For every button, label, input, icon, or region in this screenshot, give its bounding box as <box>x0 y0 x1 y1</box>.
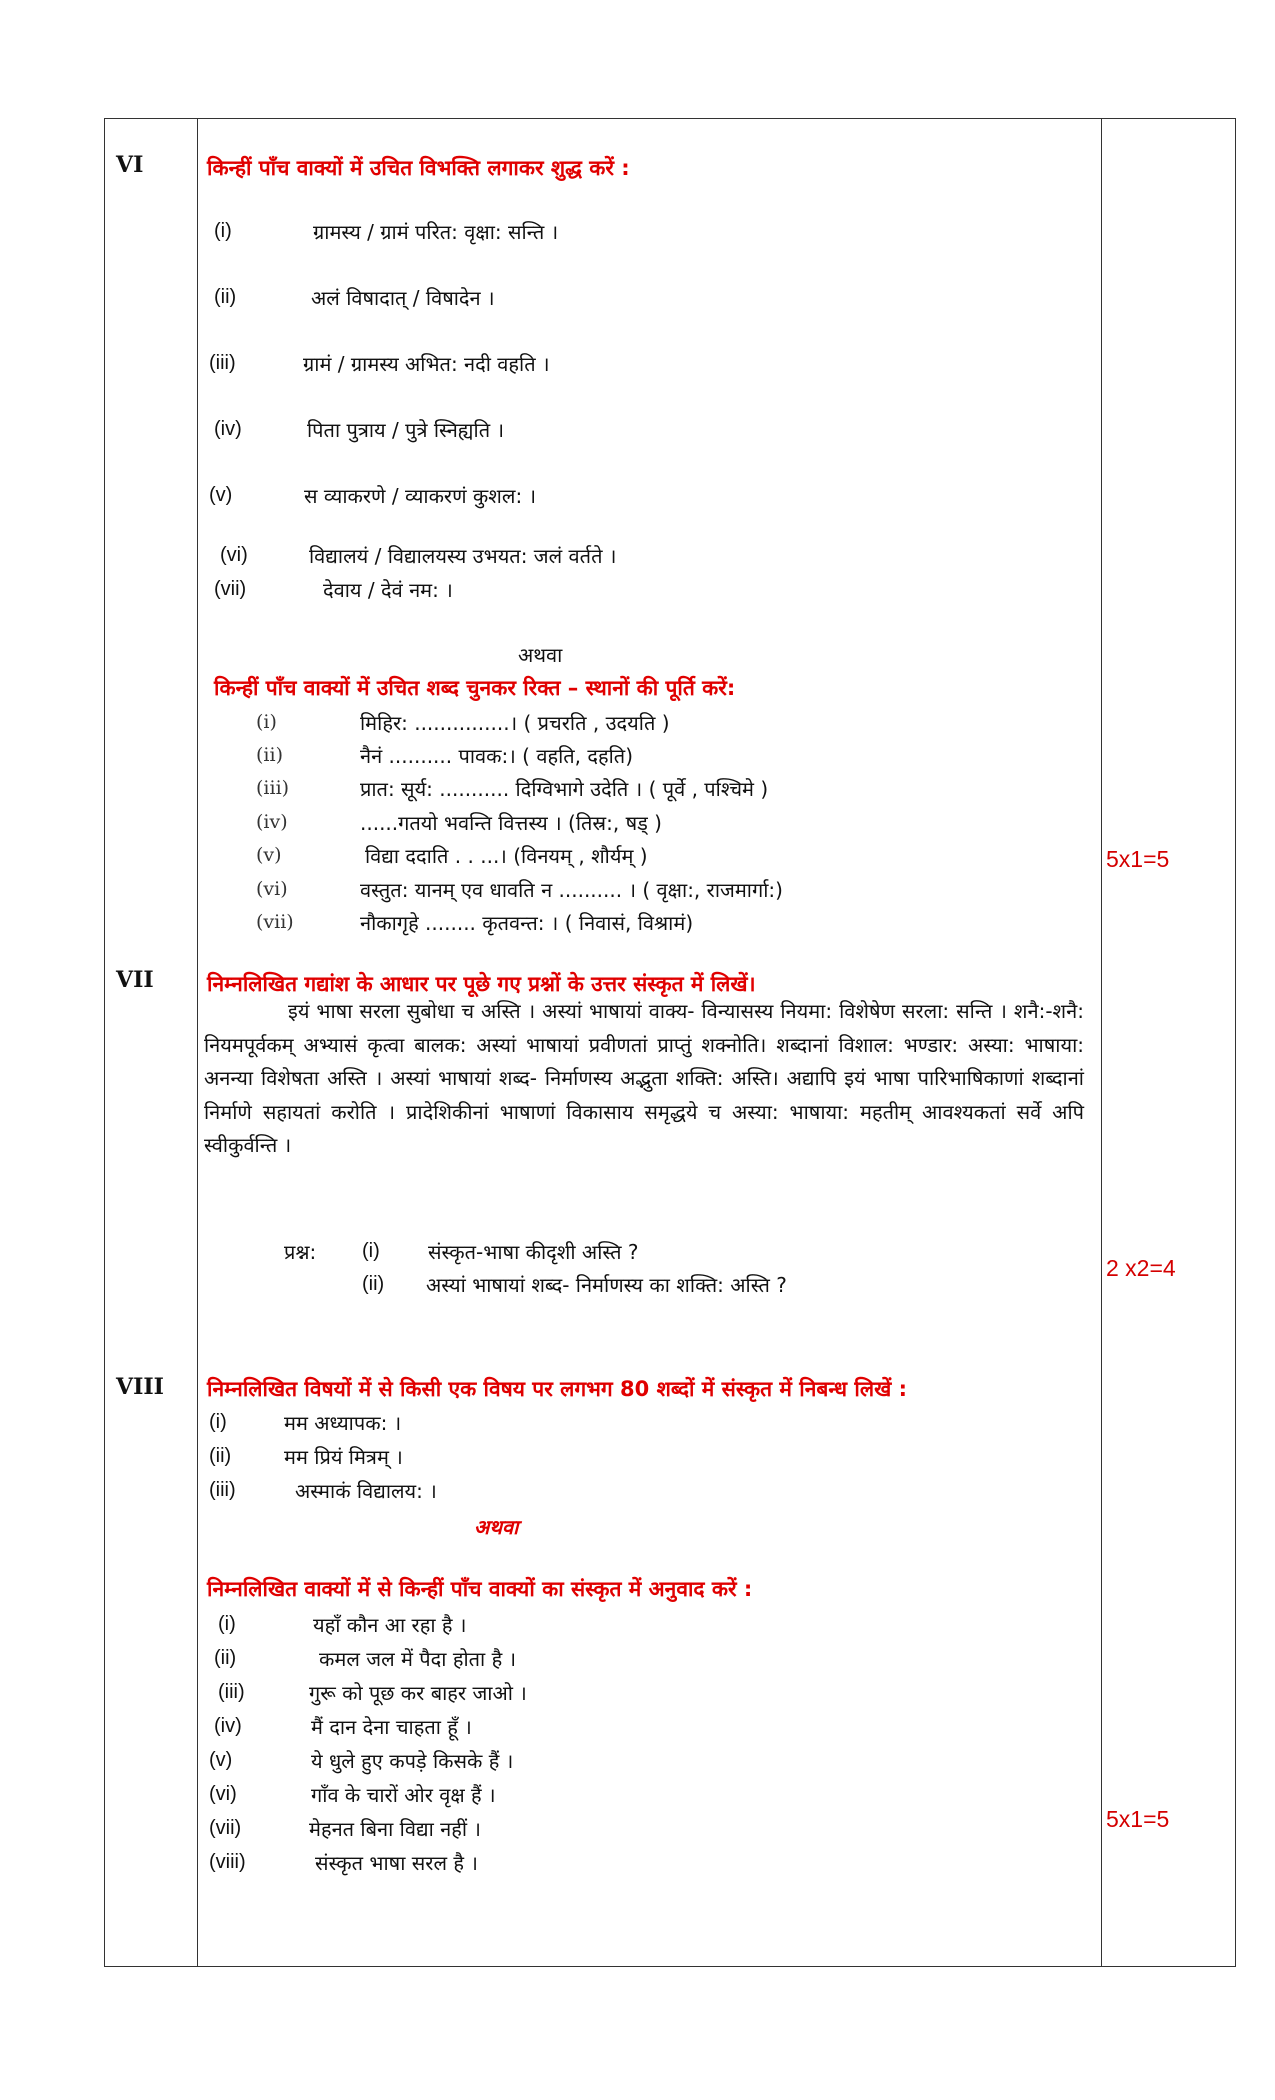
q6-alt-item-text: नौकागृहे ........ कृतवन्त: । ( निवासं, विश्रामं) <box>360 911 694 935</box>
q7-question-text: अस्यां भाषायां शब्द- निर्माणस्य का शक्ति: अस्ति ? <box>426 1273 787 1297</box>
q8-sentence-text: मेहनत बिना विद्या नहीं । <box>309 1817 481 1841</box>
q6-item-text: पिता पुत्राय / पुत्रे स्निह्यति । <box>307 418 505 442</box>
q7-question-num: (ii) <box>362 1273 385 1295</box>
q8-sentence-num: (iii) <box>218 1681 245 1703</box>
marks-vii: 2 x2=4 <box>1106 1255 1176 1281</box>
q8-sentence-num: (vi) <box>209 1783 237 1805</box>
q6-item-num: (iii) <box>209 352 236 374</box>
q6-heading-alt: किन्हीं पाँच वाक्यों में उचित शब्द चुनकर रिक्त – स्थानों की पूर्ति करें: <box>214 676 736 700</box>
q6-heading: किन्हीं पाँच वाक्यों में उचित विभक्ति लगाकर शुद्ध करें : <box>207 156 630 180</box>
q6-item-text: स व्याकरणे / व्याकरणं कुशल: । <box>304 484 537 508</box>
q6-item-text: ग्रामं / ग्रामस्य अभित: नदी वहति । <box>303 352 550 376</box>
q8-topic-num: (ii) <box>209 1445 232 1467</box>
q6-alt-item-num: (iii) <box>256 777 290 799</box>
q8-sentence-num: (v) <box>209 1749 233 1771</box>
q6-alt-item-text: ......गतयो भवन्ति वित्तस्य । (तिस्र:, षड् ) <box>360 811 662 835</box>
q8-topic-text: अस्माकं विद्यालय: । <box>295 1479 437 1503</box>
q8-sentence-text: यहाँ कौन आ रहा है । <box>313 1613 467 1637</box>
q8-heading: निम्नलिखित विषयों में से किसी एक विषय पर लगभग 80 शब्दों में संस्कृत में निबन्ध लिखें : <box>207 1377 907 1401</box>
q6-alt-item-text: प्रात: सूर्य: ........... दिग्विभागे उदेति । ( पूर्वे , पश्चिमे ) <box>360 777 769 801</box>
q6-alt-item-num: (v) <box>256 844 282 866</box>
marks-vi: 5x1=5 <box>1106 846 1170 872</box>
q8-sentence-num: (iv) <box>214 1715 242 1737</box>
q8-sentence-text: कमल जल में पैदा होता है । <box>319 1647 517 1671</box>
question-number-vii: VII <box>116 967 154 993</box>
q6-item-text: विद्यालयं / विद्यालयस्य उभयत: जलं वर्तते । <box>309 544 617 568</box>
q7-passage-text: इयं भाषा सरला सुबोधा च अस्ति । अस्यां भाषायां वाक्य- विन्यासस्य नियमा: विशेषेण सरला: सन्ति । शनै:-शनै: नियमपूर्वकम् अभ्यासं कृत्वा बालक: अस्यां भाषायां प्रवीणतां प्राप्तुं शक्नोति। शब्दानां विशाल: भण्डार: अस्या: भाषाया: अनन्या विशेषता अस्ति । अस्यां भाषायां शब्द- निर्माणस्य अद्भुता शक्ति: अस्ति। अद्यापि इयं भाषा पारिभाषिकाणां शब्दानां निर्माणे सहायतां करोति । प्रादेशिकीनां भाषाणां विकासाय समृद्धये च अस्या: भाषाया: महतीम् आवश्यकतां सर्वे अपि स्वीकुर्वन्ति । <box>204 999 1084 1157</box>
q6-item-num: (vii) <box>214 578 247 600</box>
q8-sentence-text: ये धुले हुए कपड़े किसके हैं । <box>311 1749 514 1773</box>
q8-sentence-text: गुरू को पूछ कर बाहर जाओ । <box>309 1681 527 1705</box>
q8-sentence-num: (i) <box>218 1613 236 1635</box>
question-number-viii: VIII <box>116 1374 164 1400</box>
q8-topic-text: मम अध्यापक: । <box>284 1411 402 1435</box>
q7-passage <box>204 995 1084 1163</box>
question-number-vi: VI <box>116 152 144 178</box>
q6-item-text: अलं विषादात् / विषादेन । <box>311 286 495 310</box>
q7-heading: निम्नलिखित गद्यांश के आधार पर पूछे गए प्रश्नों के उत्तर संस्कृत में लिखें। <box>207 972 756 996</box>
q6-alt-item-text: विद्या ददाति . . ...। (विनयम् , शौर्यम् ) <box>365 844 648 868</box>
q6-item-text: ग्रामस्य / ग्रामं परित: वृक्षा: सन्ति । <box>313 220 559 244</box>
q7-question-label: प्रश्न: <box>284 1240 317 1264</box>
column-divider-left <box>197 118 198 1967</box>
q6-alt-item-text: वस्तुत: यानम् एव धावति न .......... । ( वृक्षा:, राजमार्गा:) <box>360 878 783 902</box>
q8-sentence-num: (ii) <box>214 1647 237 1669</box>
q7-question-num: (i) <box>362 1240 380 1262</box>
q6-item-num: (iv) <box>214 418 242 440</box>
q8-or-label: अथवा <box>474 1515 519 1539</box>
q6-alt-item-num: (i) <box>256 711 277 733</box>
q8-sentence-text: गाँव के चारों ओर वृक्ष हैं । <box>311 1783 496 1807</box>
q6-item-num: (i) <box>214 220 232 242</box>
q6-item-text: देवाय / देवं नम: । <box>323 578 453 602</box>
q8-topic-text: मम प्रियं मित्रम् । <box>284 1445 403 1469</box>
q6-alt-item-num: (vii) <box>256 911 294 933</box>
q6-alt-item-text: नैनं .......... पावक:। ( वहति, दहति) <box>360 744 634 768</box>
q8-sentence-num: (viii) <box>209 1851 246 1873</box>
q8-topic-num: (i) <box>209 1411 227 1433</box>
q6-item-num: (v) <box>209 484 233 506</box>
marks-viii: 5x1=5 <box>1106 1806 1170 1832</box>
q6-item-num: (ii) <box>214 286 237 308</box>
q8-sentence-text: मैं दान देना चाहता हूँ । <box>311 1715 472 1739</box>
q6-alt-item-num: (iv) <box>256 811 288 833</box>
column-divider-right <box>1101 118 1102 1967</box>
q6-alt-item-text: मिहिर: ...............। ( प्रचरति , उदयति ) <box>360 711 670 735</box>
q6-alt-item-num: (vi) <box>256 878 288 900</box>
q8-topic-num: (iii) <box>209 1479 236 1501</box>
q6-alt-item-num: (ii) <box>256 744 283 766</box>
q6-item-num: (vi) <box>220 544 248 566</box>
q8-heading-alt: निम्नलिखित वाक्यों में से किन्हीं पाँच वाक्यों का संस्कृत में अनुवाद करें : <box>207 1577 753 1601</box>
q8-sentence-text: संस्कृत भाषा सरल है । <box>315 1851 478 1875</box>
q6-or-label: अथवा <box>518 643 563 667</box>
q8-sentence-num: (vii) <box>209 1817 242 1839</box>
q7-question-text: संस्कृत-भाषा कीदृशी अस्ति ? <box>428 1240 639 1264</box>
